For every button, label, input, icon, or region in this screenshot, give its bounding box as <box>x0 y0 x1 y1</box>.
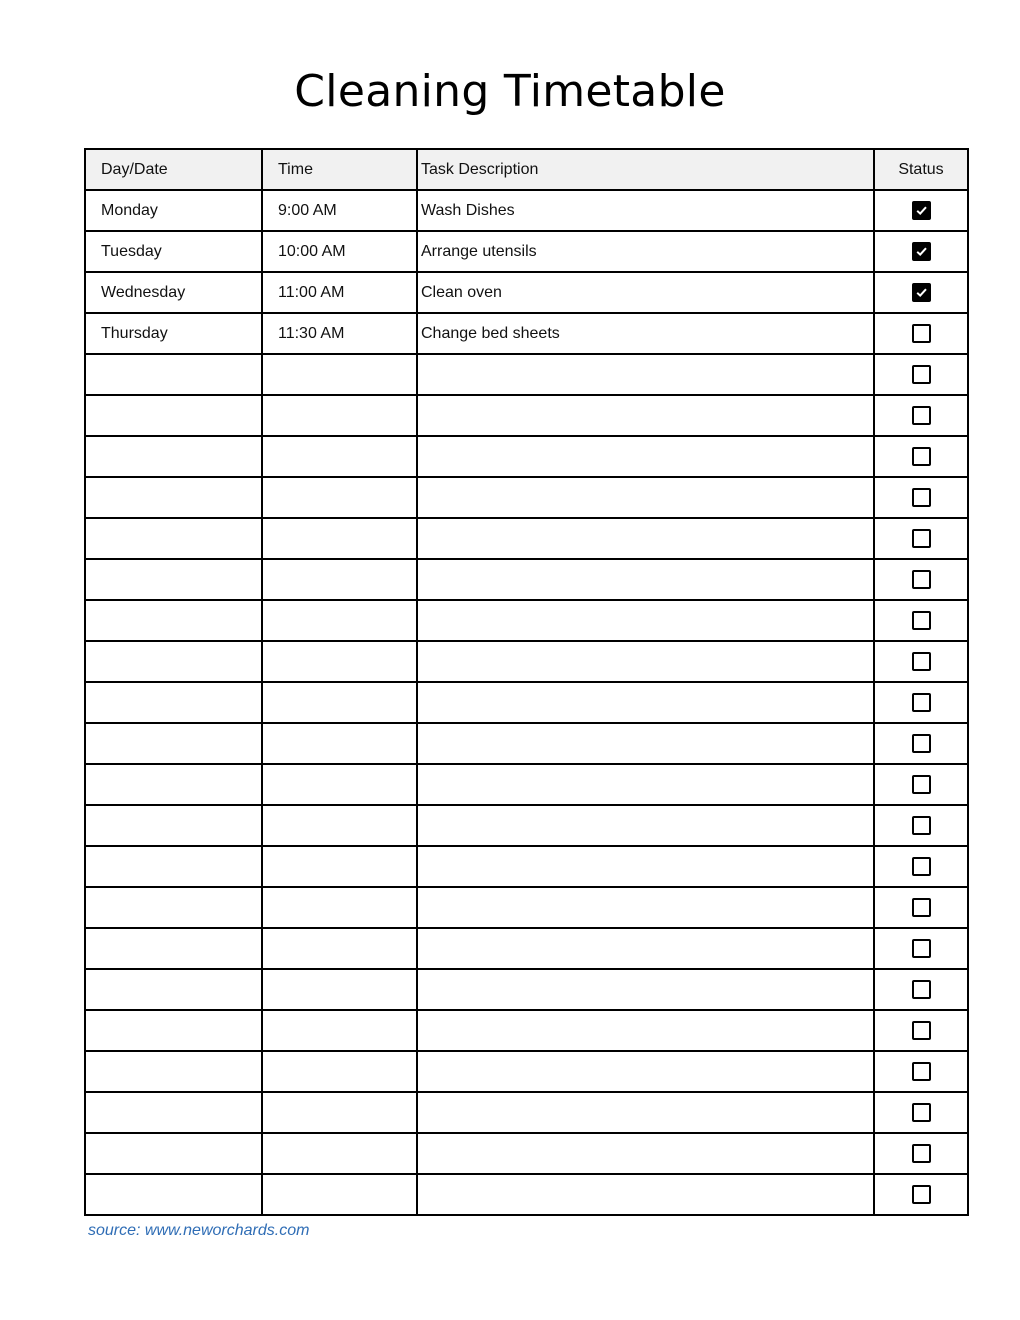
day-cell[interactable] <box>85 1133 262 1174</box>
status-cell <box>874 641 968 682</box>
status-cell <box>874 1051 968 1092</box>
table-body <box>85 190 968 1215</box>
status-cell <box>874 928 968 969</box>
table-row <box>85 887 968 928</box>
column-header-task: Task Description <box>417 149 874 190</box>
task-cell[interactable]: Arrange utensils <box>417 231 874 272</box>
task-cell[interactable] <box>417 641 874 682</box>
task-cell[interactable] <box>417 928 874 969</box>
day-cell[interactable] <box>85 600 262 641</box>
unchecked-checkbox[interactable] <box>912 693 931 712</box>
task-cell[interactable]: Change bed sheets <box>417 313 874 354</box>
status-cell <box>874 600 968 641</box>
table-row <box>85 1174 968 1215</box>
task-cell[interactable] <box>417 846 874 887</box>
unchecked-checkbox[interactable] <box>912 980 931 999</box>
time-cell[interactable] <box>262 354 417 395</box>
unchecked-checkbox[interactable] <box>912 488 931 507</box>
time-cell[interactable] <box>262 1010 417 1051</box>
task-cell[interactable] <box>417 1174 874 1215</box>
status-cell <box>874 395 968 436</box>
task-cell[interactable] <box>417 1133 874 1174</box>
task-cell[interactable] <box>417 723 874 764</box>
source-note: source: www.neworchards.com <box>88 1222 310 1239</box>
day-cell[interactable]: Monday <box>85 190 262 231</box>
status-cell <box>874 354 968 395</box>
time-cell[interactable] <box>262 723 417 764</box>
table-row <box>85 313 968 354</box>
header-row <box>85 149 968 190</box>
unchecked-checkbox[interactable] <box>912 1103 931 1122</box>
unchecked-checkbox[interactable] <box>912 1062 931 1081</box>
table-row <box>85 272 968 313</box>
table-row <box>85 559 968 600</box>
unchecked-checkbox[interactable] <box>912 1021 931 1040</box>
task-cell[interactable]: Wash Dishes <box>417 190 874 231</box>
day-cell[interactable] <box>85 723 262 764</box>
unchecked-checkbox[interactable] <box>912 324 931 343</box>
time-cell[interactable] <box>262 764 417 805</box>
task-cell[interactable] <box>417 1092 874 1133</box>
day-cell[interactable] <box>85 682 262 723</box>
day-cell[interactable] <box>85 1092 262 1133</box>
task-cell[interactable] <box>417 1010 874 1051</box>
day-cell[interactable] <box>85 641 262 682</box>
task-cell[interactable] <box>417 682 874 723</box>
table-row <box>85 764 968 805</box>
checkmark-icon <box>915 245 928 258</box>
time-cell[interactable] <box>262 559 417 600</box>
day-cell[interactable] <box>85 1051 262 1092</box>
task-cell[interactable] <box>417 436 874 477</box>
unchecked-checkbox[interactable] <box>912 447 931 466</box>
task-cell[interactable] <box>417 477 874 518</box>
time-cell[interactable]: 10:00 AM <box>262 231 417 272</box>
status-cell <box>874 846 968 887</box>
status-cell <box>874 723 968 764</box>
status-cell <box>874 1174 968 1215</box>
time-cell[interactable] <box>262 518 417 559</box>
task-cell[interactable]: Clean oven <box>417 272 874 313</box>
day-cell[interactable] <box>85 559 262 600</box>
time-cell[interactable] <box>262 682 417 723</box>
table-row <box>85 518 968 559</box>
checked-checkbox[interactable] <box>912 242 931 261</box>
unchecked-checkbox[interactable] <box>912 652 931 671</box>
unchecked-checkbox[interactable] <box>912 529 931 548</box>
table-row <box>85 723 968 764</box>
day-cell[interactable] <box>85 764 262 805</box>
day-cell[interactable] <box>85 1174 262 1215</box>
table-row <box>85 846 968 887</box>
task-cell[interactable] <box>417 600 874 641</box>
day-cell[interactable] <box>85 354 262 395</box>
status-cell <box>874 969 968 1010</box>
status-cell <box>874 190 968 231</box>
column-header-status: Status <box>874 149 968 190</box>
timetable <box>84 148 969 1216</box>
status-cell <box>874 1092 968 1133</box>
table-row <box>85 1092 968 1133</box>
status-cell <box>874 887 968 928</box>
table-row <box>85 805 968 846</box>
unchecked-checkbox[interactable] <box>912 570 931 589</box>
time-cell[interactable]: 9:00 AM <box>262 190 417 231</box>
task-cell[interactable] <box>417 887 874 928</box>
table-row <box>85 1010 968 1051</box>
day-cell[interactable] <box>85 887 262 928</box>
status-cell <box>874 764 968 805</box>
unchecked-checkbox[interactable] <box>912 857 931 876</box>
time-cell[interactable] <box>262 436 417 477</box>
table-row <box>85 395 968 436</box>
day-cell[interactable] <box>85 436 262 477</box>
status-cell <box>874 272 968 313</box>
checkmark-icon <box>915 204 928 217</box>
time-cell[interactable] <box>262 641 417 682</box>
status-cell <box>874 518 968 559</box>
time-cell[interactable] <box>262 600 417 641</box>
time-cell[interactable] <box>262 1092 417 1133</box>
table-row <box>85 641 968 682</box>
task-cell[interactable] <box>417 969 874 1010</box>
day-cell[interactable]: Wednesday <box>85 272 262 313</box>
table-row <box>85 354 968 395</box>
unchecked-checkbox[interactable] <box>912 816 931 835</box>
task-cell[interactable] <box>417 1051 874 1092</box>
status-cell <box>874 313 968 354</box>
status-cell <box>874 231 968 272</box>
time-cell[interactable]: 11:30 AM <box>262 313 417 354</box>
checked-checkbox[interactable] <box>912 283 931 302</box>
day-cell[interactable]: Thursday <box>85 313 262 354</box>
table-row <box>85 190 968 231</box>
time-cell[interactable] <box>262 477 417 518</box>
checked-checkbox[interactable] <box>912 201 931 220</box>
unchecked-checkbox[interactable] <box>912 1185 931 1204</box>
table-row <box>85 231 968 272</box>
day-cell[interactable] <box>85 477 262 518</box>
status-cell <box>874 682 968 723</box>
day-cell[interactable] <box>85 805 262 846</box>
unchecked-checkbox[interactable] <box>912 1144 931 1163</box>
column-header-time: Time <box>262 149 417 190</box>
task-cell[interactable] <box>417 395 874 436</box>
unchecked-checkbox[interactable] <box>912 734 931 753</box>
table-row <box>85 682 968 723</box>
time-cell[interactable] <box>262 846 417 887</box>
day-cell[interactable] <box>85 928 262 969</box>
unchecked-checkbox[interactable] <box>912 611 931 630</box>
status-cell <box>874 436 968 477</box>
unchecked-checkbox[interactable] <box>912 775 931 794</box>
day-cell[interactable] <box>85 1010 262 1051</box>
unchecked-checkbox[interactable] <box>912 365 931 384</box>
unchecked-checkbox[interactable] <box>912 898 931 917</box>
status-cell <box>874 1010 968 1051</box>
checkmark-icon <box>915 286 928 299</box>
unchecked-checkbox[interactable] <box>912 939 931 958</box>
day-cell[interactable] <box>85 518 262 559</box>
task-cell[interactable] <box>417 764 874 805</box>
day-cell[interactable]: Tuesday <box>85 231 262 272</box>
time-cell[interactable] <box>262 1051 417 1092</box>
task-cell[interactable] <box>417 805 874 846</box>
day-cell[interactable] <box>85 395 262 436</box>
table-row <box>85 969 968 1010</box>
day-cell[interactable] <box>85 969 262 1010</box>
status-cell <box>874 477 968 518</box>
task-cell[interactable] <box>417 354 874 395</box>
time-cell[interactable] <box>262 887 417 928</box>
time-cell[interactable]: 11:00 AM <box>262 272 417 313</box>
status-cell <box>874 805 968 846</box>
table-row <box>85 1133 968 1174</box>
task-cell[interactable] <box>417 518 874 559</box>
table-row <box>85 928 968 969</box>
time-cell[interactable] <box>262 395 417 436</box>
time-cell[interactable] <box>262 805 417 846</box>
status-cell <box>874 559 968 600</box>
table-row <box>85 600 968 641</box>
table-row <box>85 436 968 477</box>
page-title: Cleaning Timetable <box>294 66 726 117</box>
time-cell[interactable] <box>262 969 417 1010</box>
table-row <box>85 477 968 518</box>
status-cell <box>874 1133 968 1174</box>
day-cell[interactable] <box>85 846 262 887</box>
time-cell[interactable] <box>262 1174 417 1215</box>
column-header-day: Day/Date <box>85 149 262 190</box>
table-row <box>85 1051 968 1092</box>
time-cell[interactable] <box>262 1133 417 1174</box>
task-cell[interactable] <box>417 559 874 600</box>
time-cell[interactable] <box>262 928 417 969</box>
unchecked-checkbox[interactable] <box>912 406 931 425</box>
